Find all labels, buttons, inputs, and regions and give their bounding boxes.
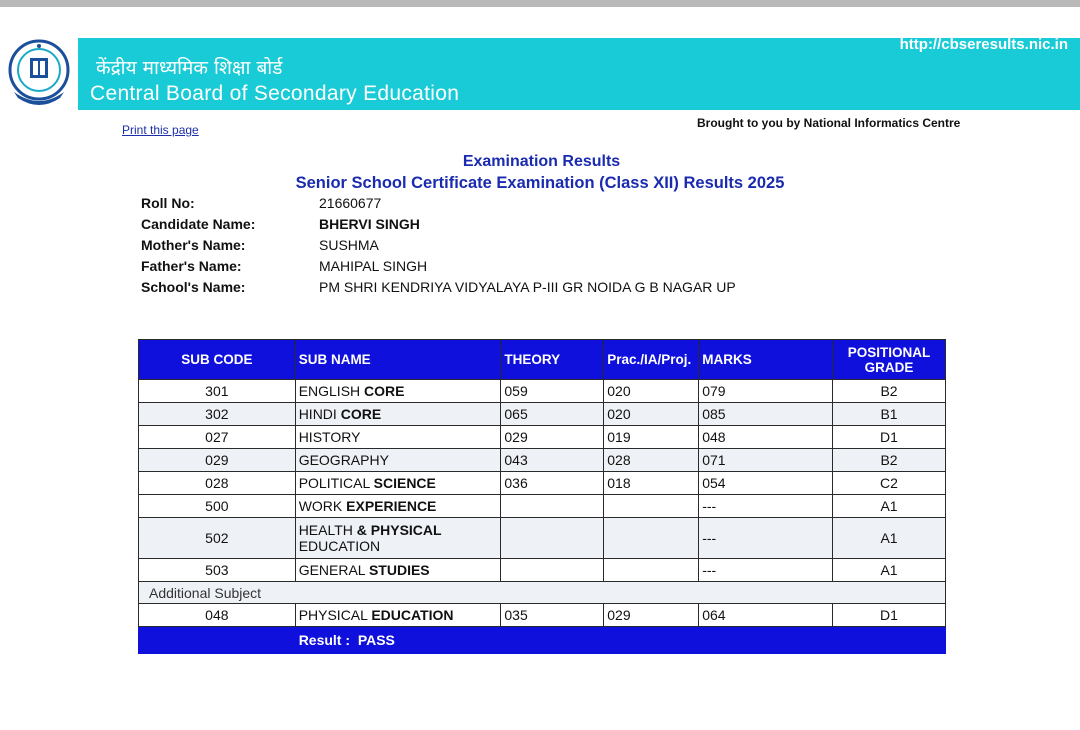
- table-row: [139, 380, 946, 403]
- sub-code: 502: [139, 518, 296, 559]
- mother-name-value: SUSHMA: [319, 237, 379, 253]
- grade: A1: [833, 559, 946, 582]
- mother-name-row: [141, 237, 941, 258]
- col-theory: THEORY: [501, 340, 604, 380]
- result-spacer: [139, 627, 296, 654]
- result-label: Result :: [298, 632, 351, 648]
- marks: 048: [699, 426, 833, 449]
- table-row: [139, 518, 946, 559]
- sub-code: 028: [139, 472, 296, 495]
- info-label: Father's Name:: [141, 258, 242, 274]
- board-name-english: Central Board of Secondary Education: [90, 82, 460, 105]
- info-label: Roll No:: [141, 195, 195, 211]
- practical: 020: [604, 380, 699, 403]
- sub-name: HINDI CORE: [295, 403, 501, 426]
- theory: [501, 518, 604, 559]
- candidate-name-value: BHERVI SINGH: [319, 216, 420, 232]
- site-header: [0, 38, 1080, 110]
- marks-table: [138, 339, 946, 654]
- practical: 018: [604, 472, 699, 495]
- theory: 036: [501, 472, 604, 495]
- top-strip: [0, 0, 1080, 7]
- grade: B1: [833, 403, 946, 426]
- sub-code: 302: [139, 403, 296, 426]
- theory: [501, 495, 604, 518]
- table-row: [139, 604, 946, 627]
- sub-name: GENERAL STUDIES: [295, 559, 501, 582]
- grade: D1: [833, 604, 946, 627]
- sub-name: POLITICAL SCIENCE: [295, 472, 501, 495]
- school-name-row: [141, 279, 941, 300]
- result-row: [139, 627, 946, 654]
- print-page-link[interactable]: Print this page: [122, 123, 199, 137]
- practical: [604, 518, 699, 559]
- info-label: Candidate Name:: [141, 216, 256, 232]
- theory: 043: [501, 449, 604, 472]
- page-title: Examination Results: [462, 153, 621, 170]
- col-sub-name: SUB NAME: [295, 340, 501, 380]
- table-row: [139, 403, 946, 426]
- col-sub-code: SUB CODE: [139, 340, 296, 380]
- table-header-row: [139, 340, 946, 380]
- theory: 059: [501, 380, 604, 403]
- sub-code: 500: [139, 495, 296, 518]
- roll-no-value: 21660677: [319, 195, 382, 211]
- marks: 085: [699, 403, 833, 426]
- candidate-name-row: [141, 216, 941, 237]
- theory: 035: [501, 604, 604, 627]
- practical: 029: [604, 604, 699, 627]
- grade: B2: [833, 449, 946, 472]
- grade: A1: [833, 518, 946, 559]
- cbse-logo-icon: [6, 38, 72, 108]
- practical: [604, 495, 699, 518]
- table-row: [139, 426, 946, 449]
- theory: [501, 559, 604, 582]
- table-row: [139, 449, 946, 472]
- father-name-value: MAHIPAL SINGH: [319, 258, 428, 274]
- grade: A1: [833, 495, 946, 518]
- sub-code: 048: [139, 604, 296, 627]
- sub-name: HISTORY: [295, 426, 501, 449]
- sub-code: 027: [139, 426, 296, 449]
- sub-code: 503: [139, 559, 296, 582]
- sub-code: 301: [139, 380, 296, 403]
- marks: 064: [699, 604, 833, 627]
- sub-name: GEOGRAPHY: [295, 449, 501, 472]
- marks: ---: [699, 559, 833, 582]
- grade: B2: [833, 380, 946, 403]
- marks: ---: [699, 518, 833, 559]
- site-url[interactable]: http://cbseresults.nic.in: [899, 36, 1068, 53]
- col-marks: MARKS: [699, 340, 833, 380]
- practical: 020: [604, 403, 699, 426]
- theory: 065: [501, 403, 604, 426]
- result-value: PASS: [357, 632, 395, 648]
- sub-name: PHYSICAL EDUCATION: [295, 604, 501, 627]
- roll-no-row: [141, 195, 941, 216]
- col-grade: [833, 340, 946, 380]
- table-row: [139, 495, 946, 518]
- credit-text: Brought to you by National Informatics Centre: [697, 116, 961, 130]
- board-name-hindi: केंद्रीय माध्यमिक शिक्षा बोर्ड: [96, 57, 283, 79]
- col-practical: Prac./IA/Proj.: [604, 340, 699, 380]
- grade: C2: [833, 472, 946, 495]
- sub-name: ENGLISH CORE: [295, 380, 501, 403]
- theory: 029: [501, 426, 604, 449]
- marks: 079: [699, 380, 833, 403]
- additional-subject-row: [139, 582, 946, 604]
- page-subtitle: Senior School Certificate Examination (Class XII) Results 2025: [295, 174, 785, 192]
- col-grade-line2: GRADE: [864, 359, 914, 375]
- result-cell: [295, 627, 945, 654]
- info-label: School's Name:: [141, 279, 246, 295]
- marks: 054: [699, 472, 833, 495]
- practical: 028: [604, 449, 699, 472]
- sub-name: WORK EXPERIENCE: [295, 495, 501, 518]
- sub-code: 029: [139, 449, 296, 472]
- school-name-value: PM SHRI KENDRIYA VIDYALAYA P-III GR NOIDA G B NAGAR UP: [319, 279, 736, 295]
- table-row: [139, 472, 946, 495]
- practical: 019: [604, 426, 699, 449]
- col-grade-line1: POSITIONAL: [847, 344, 931, 360]
- marks: 071: [699, 449, 833, 472]
- father-name-row: [141, 258, 941, 279]
- marks: ---: [699, 495, 833, 518]
- additional-subject-label: Additional Subject: [139, 582, 946, 604]
- sub-name: HEALTH & PHYSICAL EDUCATION: [295, 518, 501, 559]
- grade: D1: [833, 426, 946, 449]
- info-label: Mother's Name:: [141, 237, 246, 253]
- table-row: [139, 559, 946, 582]
- practical: [604, 559, 699, 582]
